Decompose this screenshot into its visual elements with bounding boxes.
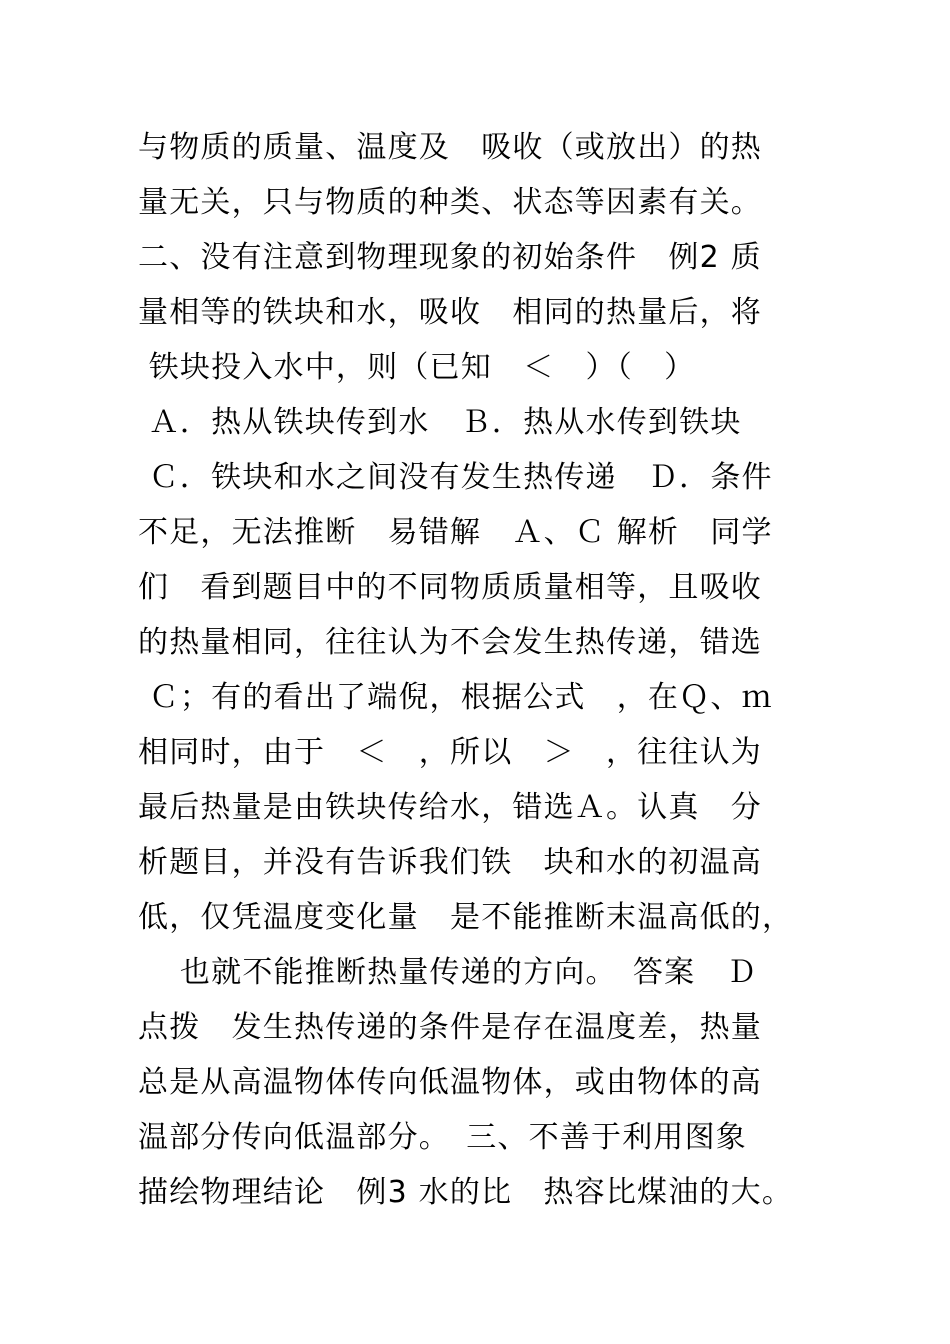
text-line: 析题目，并没有告诉我们铁 块和水的初温高 <box>138 845 762 880</box>
text-line: 总是从高温物体传向低温物体，或由物体的高 <box>138 1065 762 1100</box>
text-line: 温部分传向低温部分。 三、不善于利用图象 <box>138 1120 747 1155</box>
text-line: 低，仅凭温度变化量 是不能推断末温高低的， <box>138 900 794 935</box>
text-line: Ｃ；有的看出了端倪，根据公式 ，在Ｑ、ｍ <box>138 680 773 715</box>
text-line: 与物质的质量、温度及 吸收（或放出）的热 <box>138 130 762 165</box>
body-text <box>138 120 828 1220</box>
text-line: 铁块投入水中，则（已知 ＜ ）（ ） <box>138 350 696 385</box>
text-line: 点拨 发生热传递的条件是存在温度差，热量 <box>138 1010 762 1045</box>
text-line: 们 看到题目中的不同物质质量相等，且吸收 <box>138 570 762 605</box>
text-line: 量相等的铁块和水，吸收 相同的热量后，将 <box>138 295 762 330</box>
text-line: 量无关，只与物质的种类、状态等因素有关。 <box>138 185 762 220</box>
text-line: 不足，无法推断 易错解 Ａ、Ｃ 解析 同学 <box>138 515 773 550</box>
text-line: 的热量相同，往往认为不会发生热传递，错选 <box>138 625 762 660</box>
text-line: Ａ．热从铁块传到水 Ｂ．热从水传到铁块 <box>138 405 742 440</box>
text-line: 二、没有注意到物理现象的初始条件 例2 质 <box>138 240 762 275</box>
text-line: 相同时，由于 ＜ ，所以 ＞ ，往往认为 <box>138 735 762 770</box>
text-line: 最后热量是由铁块传给水，错选Ａ。认真 分 <box>138 790 762 825</box>
text-line: Ｃ．铁块和水之间没有发生热传递 Ｄ．条件 <box>138 460 773 495</box>
text-line: 也就不能推断热量传递的方向。 答案 Ｄ <box>138 955 758 990</box>
text-line: 描绘物理结论 例3 水的比 热容比煤油的大。 <box>138 1175 794 1210</box>
